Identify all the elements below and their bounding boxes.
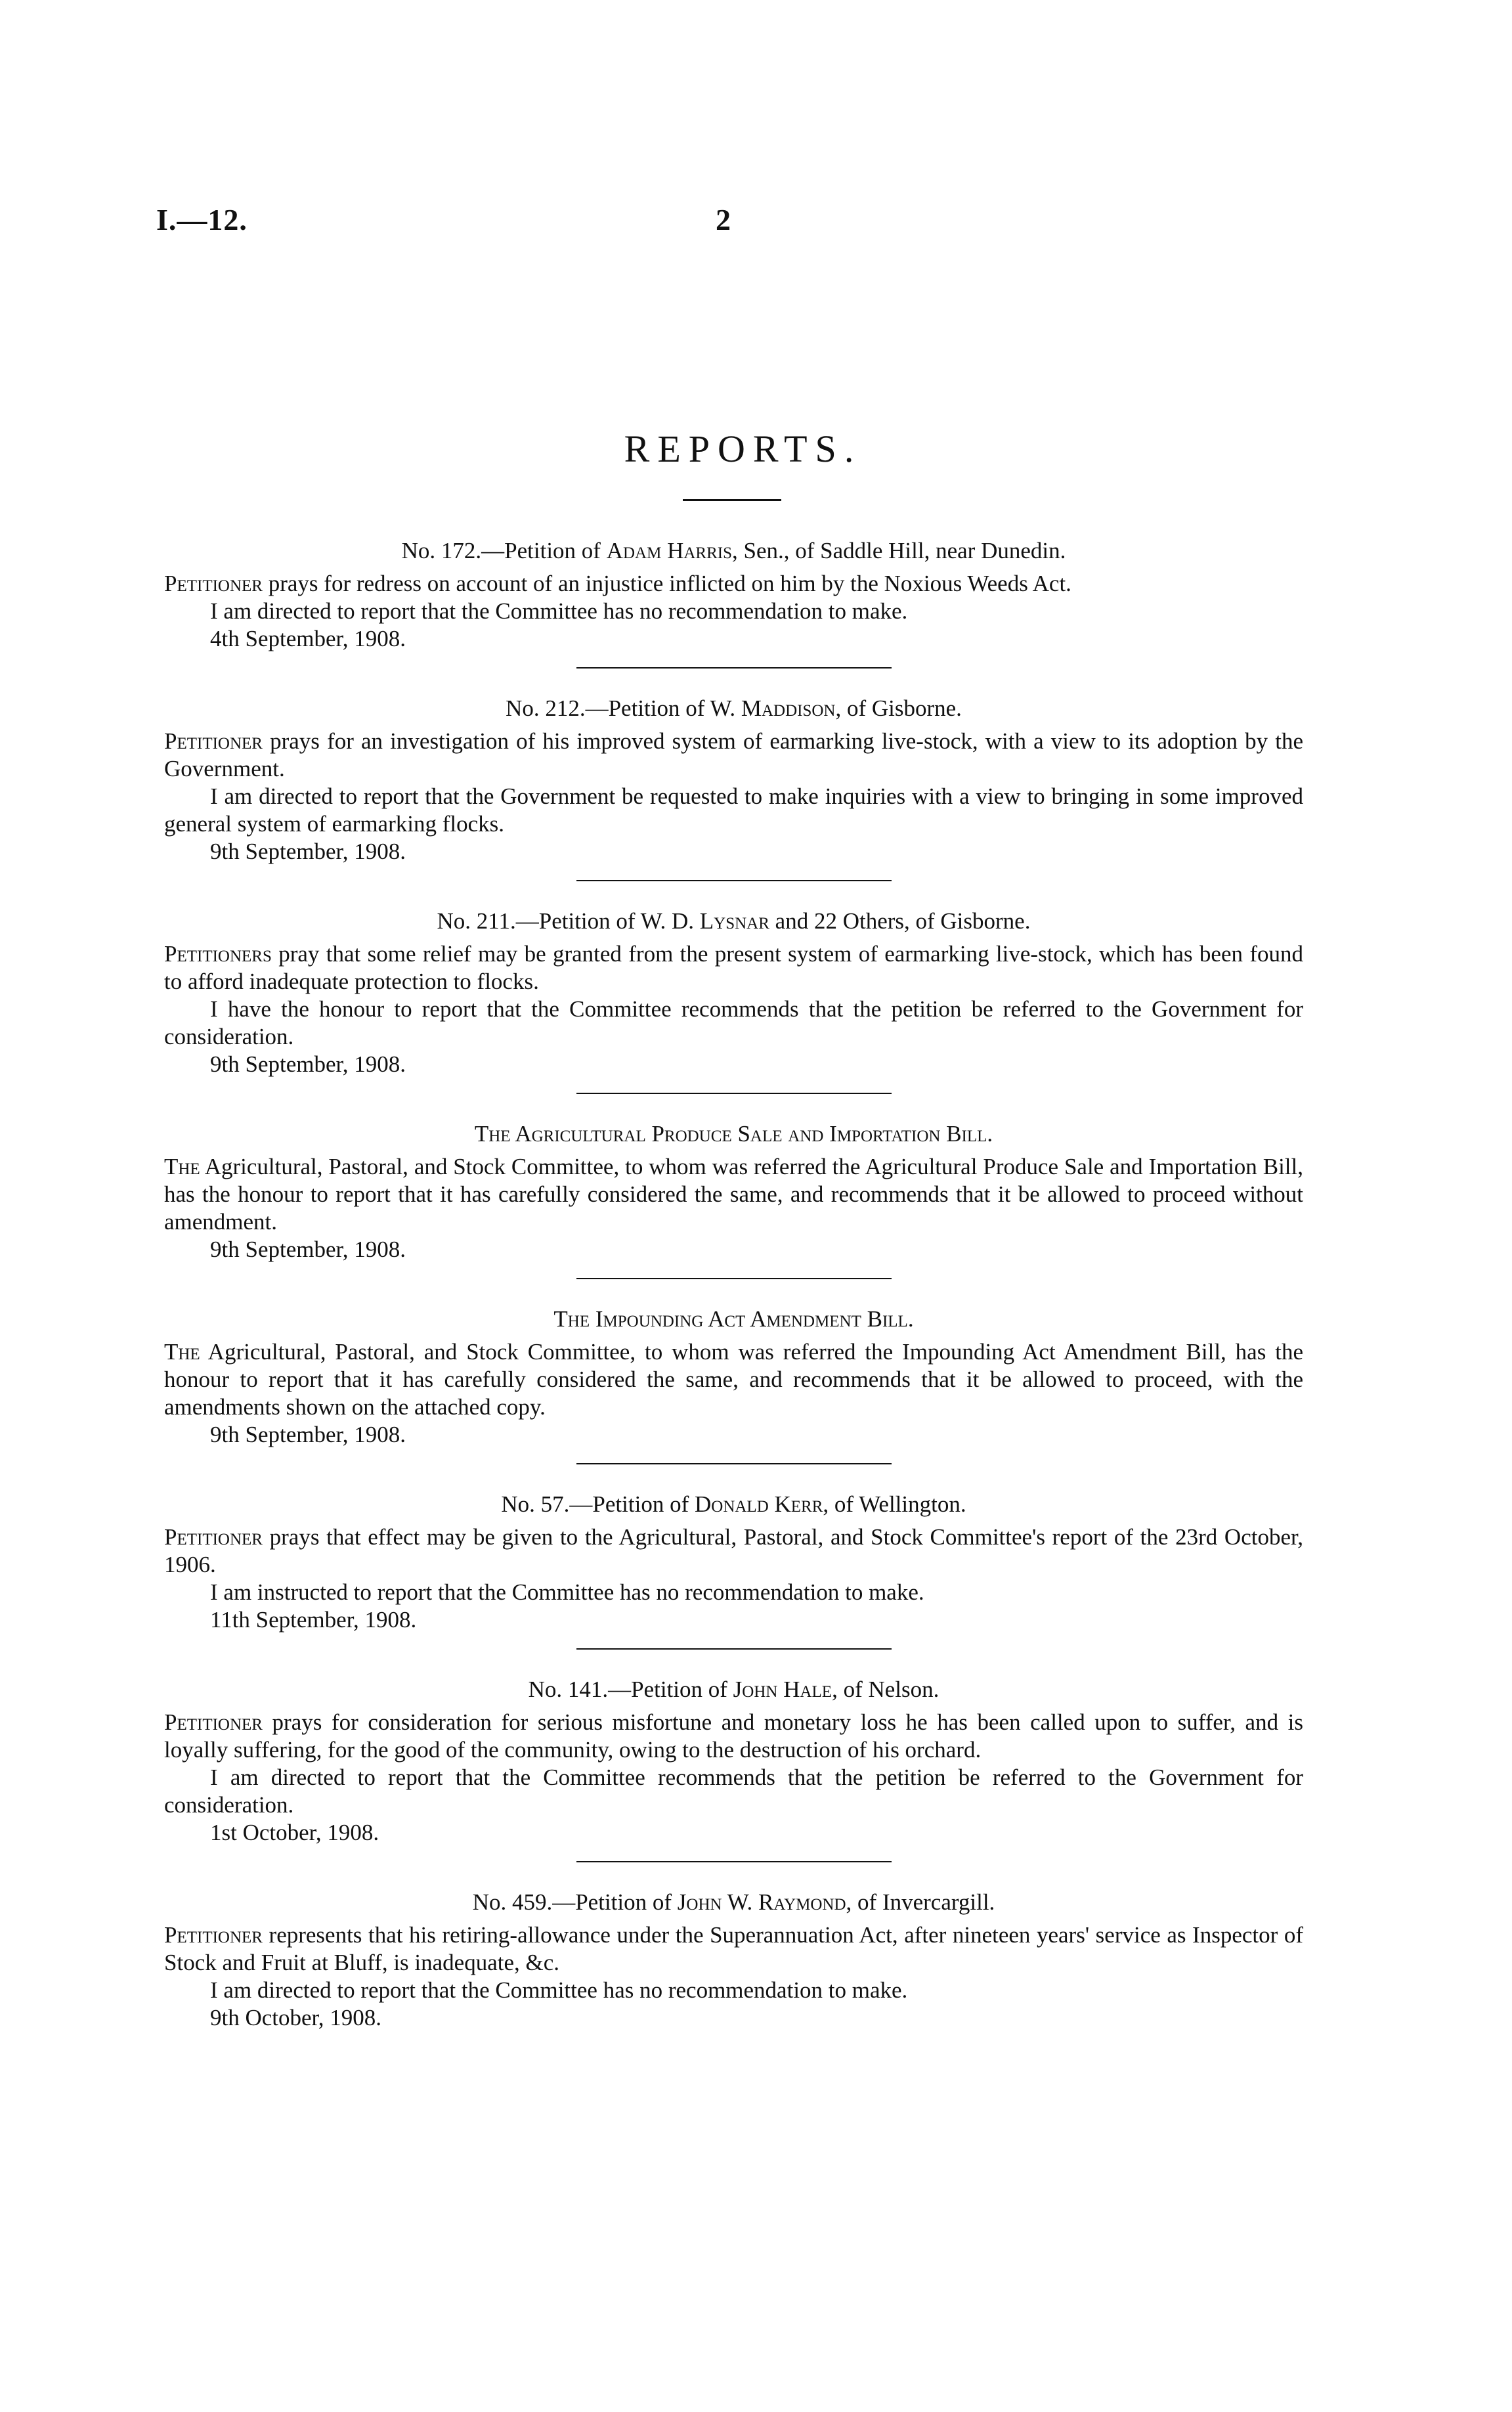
heading-prefix: No. 212.—Petition of W. (506, 695, 741, 721)
heading-suffix: and 22 Others, of Gisborne. (769, 908, 1031, 934)
heading-suffix: , Sen., of Saddle Hill, near Dunedin. (731, 538, 1066, 563)
section-heading (164, 537, 1303, 565)
lead-word: Petitioner (164, 1524, 263, 1550)
title-divider (683, 499, 781, 501)
section-heading (164, 1120, 1303, 1148)
heading-name: Donald Kerr (694, 1491, 823, 1517)
report-section (164, 1120, 1303, 1279)
heading-name: Lysnar (699, 908, 769, 934)
lead-word: Petitioner (164, 728, 263, 754)
petition-text (164, 570, 1303, 598)
petition-text (164, 1338, 1303, 1421)
petition-body: prays for an investigation of his improved system of earmarking live-stock, with a view to its adoption by the Government. (164, 728, 1303, 781)
report-section (164, 1676, 1303, 1862)
report-date: 11th September, 1908. (210, 1607, 417, 1633)
report-text: I am directed to report that the Committee has no recommendation to make. (210, 1977, 908, 2003)
section-divider (576, 1093, 892, 1094)
section-divider (576, 1861, 892, 1862)
section-divider (576, 880, 892, 881)
section-heading (164, 1491, 1303, 1518)
lead-word: Petitioner (164, 571, 263, 596)
report-date: 9th September, 1908. (210, 839, 406, 864)
section-heading (164, 695, 1303, 722)
section-divider (576, 667, 892, 669)
petition-body: pray that some relief may be granted from the present system of earmarking live-stock, which has been found to afford inadequate protection to flocks. (164, 941, 1303, 994)
petition-text (164, 1709, 1303, 1764)
report-text: I am directed to report that the Government be requested to make inquiries with a view to bringing in some improved general system of earmarking flocks. (164, 783, 1303, 837)
petition-body: Agricultural, Pastoral, and Stock Committee, to whom was referred the Agricultural Produce Sale and Importation Bill, has the honour to report that it has carefully considered the same, and recommends that it be allowed to proceed without amendment. (164, 1154, 1303, 1235)
report-text: I am instructed to report that the Committee has no recommendation to make. (210, 1579, 924, 1605)
document-reference: I.—12. (156, 203, 248, 236)
section-divider (576, 1648, 892, 1650)
heading-name: The Impounding Act Amendment Bill. (553, 1306, 914, 1332)
reports-list (164, 525, 1303, 2032)
heading-prefix: No. 211.—Petition of W. D. (437, 908, 700, 934)
heading-prefix: No. 172.—Petition of (401, 538, 607, 563)
report-date: 1st October, 1908. (210, 1820, 379, 1845)
petition-text (164, 940, 1303, 996)
heading-name: Maddison (741, 695, 836, 721)
section-divider (576, 1463, 892, 1464)
petition-text (164, 728, 1303, 783)
petition-body: prays for redress on account of an injustice inflicted on him by the Noxious Weeds Act. (262, 571, 1071, 596)
page-title: REPORTS. (624, 428, 862, 470)
report-section (164, 695, 1303, 881)
report-section (164, 1491, 1303, 1650)
heading-suffix: , of Wellington. (823, 1491, 966, 1517)
report-section (164, 908, 1303, 1094)
lead-word: The (164, 1154, 200, 1179)
lead-word: Petitioner (164, 1709, 263, 1735)
heading-prefix: No. 141.—Petition of (528, 1677, 733, 1702)
report-date: 4th September, 1908. (210, 626, 406, 651)
report-section (164, 1305, 1303, 1464)
petition-body: Agricultural, Pastoral, and Stock Committee, to whom was referred the Impounding Act Amendment Bill, has the honour to report that it has carefully considered the same, and recommends that it be allowed to proceed, with the amendments shown on the attached copy. (164, 1339, 1303, 1420)
heading-suffix: , of Gisborne. (835, 695, 962, 721)
heading-name: John W. Raymond (677, 1889, 846, 1915)
petition-text (164, 1153, 1303, 1236)
section-heading (164, 1889, 1303, 1916)
section-heading (164, 1305, 1303, 1333)
heading-prefix: No. 459.—Petition of (472, 1889, 678, 1915)
heading-name: Adam Harris (606, 538, 732, 563)
report-text: I have the honour to report that the Committee recommends that the petition be referred to the Government for consideration. (164, 996, 1303, 1049)
section-heading (164, 1676, 1303, 1703)
report-date: 9th September, 1908. (210, 1422, 406, 1447)
report-text: I am directed to report that the Committee recommends that the petition be referred to the Government for consideration. (164, 1765, 1303, 1818)
petition-text (164, 1921, 1303, 1977)
lead-word: The (164, 1339, 200, 1365)
report-date: 9th September, 1908. (210, 1237, 406, 1262)
heading-name: The Agricultural Produce Sale and Importation Bill. (474, 1121, 993, 1147)
page-number: 2 (716, 203, 731, 236)
heading-prefix: No. 57.—Petition of (501, 1491, 695, 1517)
petition-body: prays for consideration for serious misfortune and monetary loss he has been called upon to suffer, and is loyally suffering, for the good of the community, owing to the destruction of his orchard. (164, 1709, 1303, 1763)
petition-body: represents that his retiring-allowance under the Superannuation Act, after nineteen years' service as Inspector of Stock and Fruit at Bluff, is inadequate, &c. (164, 1922, 1303, 1975)
section-divider (576, 1278, 892, 1279)
report-section (164, 537, 1303, 669)
report-date: 9th September, 1908. (210, 1051, 406, 1077)
lead-word: Petitioner (164, 1922, 263, 1948)
report-text: I am directed to report that the Committee has no recommendation to make. (210, 598, 908, 624)
report-section (164, 1889, 1303, 2032)
heading-name: John Hale (733, 1677, 832, 1702)
heading-suffix: , of Invercargill. (846, 1889, 995, 1915)
report-date: 9th October, 1908. (210, 2005, 382, 2030)
section-heading (164, 908, 1303, 935)
heading-suffix: , of Nelson. (832, 1677, 940, 1702)
lead-word: Petitioners (164, 941, 272, 967)
petition-body: prays that effect may be given to the Agricultural, Pastoral, and Stock Committee's report of the 23rd October, 1906. (164, 1524, 1303, 1577)
petition-text (164, 1524, 1303, 1579)
